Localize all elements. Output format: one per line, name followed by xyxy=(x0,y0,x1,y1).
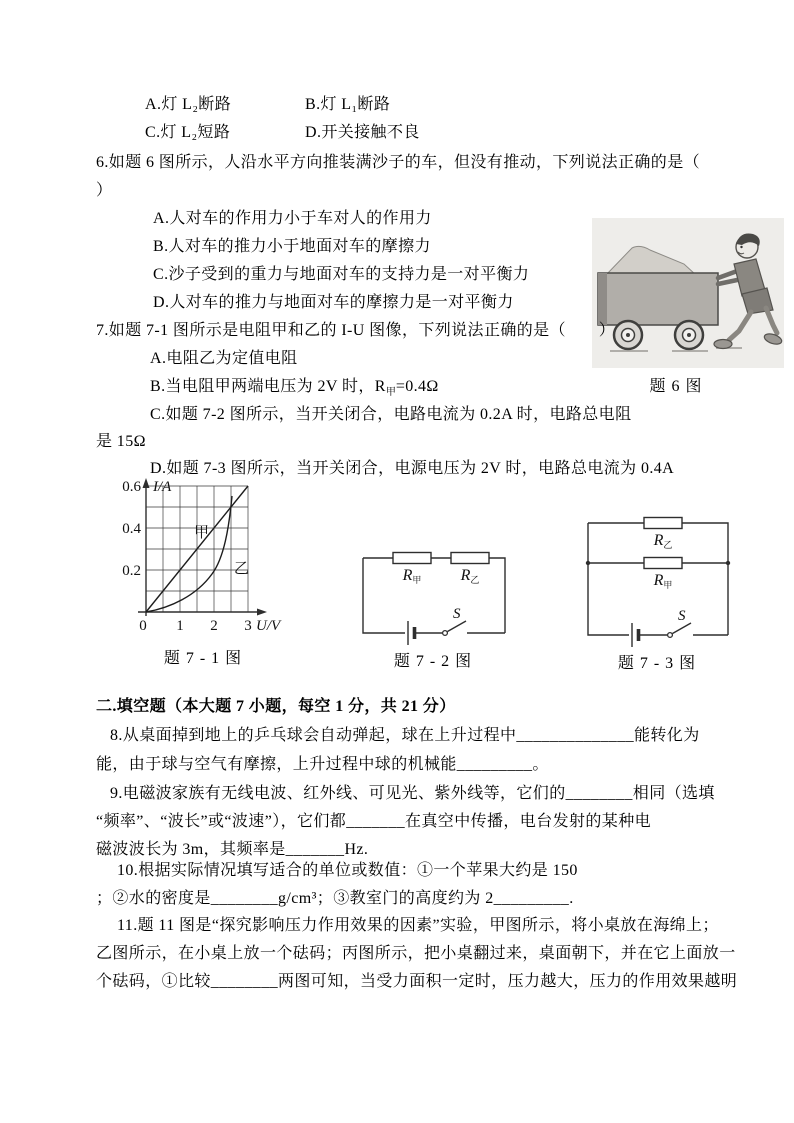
junction-dot-right xyxy=(726,561,730,565)
q9-line3: 磁波波长为 3m，其频率是_______Hz. xyxy=(96,841,369,858)
x-tick-1: 1 xyxy=(176,618,184,634)
y-axis-arrow-icon xyxy=(143,478,150,488)
q7-option-b: B.当电阻甲两端电压为 2V 时，$R_甲=0.4\Omega$ xyxy=(150,378,439,398)
q7-option-a: A.电阻乙为定值电阻 xyxy=(150,350,298,367)
x-axis-arrow-icon xyxy=(257,609,267,616)
q7-option-c: C.如题 7-2 图所示，当开关闭合，电路电流为 0.2A 时，电路总电阻 xyxy=(150,406,632,423)
q6-option-a: A.人对车的作用力小于车对人的作用力 xyxy=(153,210,432,227)
q6-stem-line2: ） xyxy=(96,182,113,199)
cart-body xyxy=(598,273,718,325)
resistor-yi xyxy=(451,553,489,564)
switch-icon xyxy=(443,621,466,635)
q6-option-d: D.人对车的推力与地面对车的摩擦力是一对平衡力 xyxy=(153,294,514,311)
circuit-wires xyxy=(363,558,505,633)
junction-dot-left xyxy=(586,561,590,565)
q5-option-d: D.开关接触不良 xyxy=(305,124,420,141)
resistor-yi-label: R乙 xyxy=(460,567,480,585)
q6-option-b: B.人对车的推力小于地面对车的摩擦力 xyxy=(153,238,431,255)
curve-yi-label: 乙 xyxy=(234,561,250,577)
fig-7-3-parallel-circuit xyxy=(583,503,745,651)
resistor-yi-label: R乙 xyxy=(653,532,673,550)
q6-stem-line1: 6.如题 6 图所示，人沿水平方向推装满沙子的车，但没有推动，下列说法正确的是（ xyxy=(96,154,701,171)
resistor-jia xyxy=(644,558,682,569)
q8-line1: 8.从桌面掉到地上的乒乓球会自动弹起，球在上升过程中______________能转化为 xyxy=(110,727,700,744)
x-tick-3: 3 xyxy=(244,618,252,634)
battery-icon xyxy=(408,621,415,645)
q7-option-c-cont: 是 15Ω xyxy=(96,433,146,450)
q8-line2: 能，由于球与空气有摩擦，上升过程中球的机械能_________。 xyxy=(96,756,549,773)
section2-title: 二.填空题（本大题 7 小题，每空 1 分，共 21 分） xyxy=(96,698,456,715)
q5-option-c: C.灯 L₂短路 xyxy=(145,124,231,141)
x-tick-2: 2 xyxy=(210,618,218,634)
x-tick-0: 0 xyxy=(139,618,147,634)
q5-option-a: A.灯 L₂断路 xyxy=(145,96,232,113)
switch-icon xyxy=(668,623,691,637)
curve-yi xyxy=(146,496,232,612)
resistor-jia-label: R甲 xyxy=(402,567,422,585)
cart-left-panel xyxy=(598,273,607,325)
q7-stem: 7.如题 7-1 图所示是电阻甲和乙的 I-U 图像，下列说法正确的是（ ） xyxy=(96,322,616,339)
q6-cart-illustration xyxy=(592,218,784,370)
q5-option-b: B.灯 L₁断路 xyxy=(305,96,391,113)
cart-wheel-right xyxy=(675,321,703,349)
fig-7-2-series-circuit xyxy=(345,544,520,652)
q6-option-c: C.沙子受到的重力与地面对车的支持力是一对平衡力 xyxy=(153,266,530,283)
q11-line1: 11.题 11 图是“探究影响压力作用效果的因素”实验，甲图所示，将小桌放在海绵上； xyxy=(117,917,719,934)
resistor-yi xyxy=(644,518,682,529)
q7-option-d: D.如题 7-3 图所示，当开关闭合，电源电压为 2V 时，电路总电流为 0.4A xyxy=(150,460,675,477)
y-tick-06: 0.6 xyxy=(122,479,141,495)
battery-icon xyxy=(632,623,639,647)
q11-line2: 乙图所示，在小桌上放一个砝码；丙图所示，把小桌翻过来，桌面朝下，并在它上面放一 xyxy=(96,945,736,962)
x-axis-label: U/V xyxy=(256,618,281,634)
q10-line1: 10.根据实际情况填写适合的单位或数值：①一个苹果大约是 150 xyxy=(117,862,578,879)
y-tick-02: 0.2 xyxy=(122,563,141,579)
fig-7-3-caption: 题 7 - 3 图 xyxy=(617,655,697,672)
resistor-jia-label: R甲 xyxy=(653,572,673,590)
y-tick-04: 0.4 xyxy=(122,521,141,537)
fig-7-2-caption: 题 7 - 2 图 xyxy=(393,653,473,670)
q11-line3: 个砝码，①比较________两图可知，当受力面积一定时，压力越大，压力的作用效果越明 xyxy=(96,973,738,990)
fig-7-1-caption: 题 7 - 1 图 xyxy=(163,650,243,667)
y-axis-label: I/A xyxy=(153,479,172,495)
q9-line1: 9.电磁波家族有无线电波、红外线、可见光、紫外线等，它们的________相同（选填 xyxy=(110,785,715,802)
cart-wheel-left xyxy=(614,321,642,349)
r-jia-subscript: 甲 xyxy=(385,387,396,398)
switch-label: S xyxy=(678,608,686,624)
curve-jia-label: 甲 xyxy=(194,525,210,541)
q10-line2: ；②水的密度是________g/cm³；③教室门的高度约为 2_________. xyxy=(96,890,574,907)
switch-label: S xyxy=(453,606,461,622)
resistor-jia xyxy=(393,553,431,564)
q6-figure-caption: 题 6 图 xyxy=(649,378,703,395)
fig-7-1-iu-graph xyxy=(110,478,345,646)
q9-line2: “频率”、“波长”或“波速”），它们都_______在真空中传播，电台发射的某种电 xyxy=(96,813,652,830)
